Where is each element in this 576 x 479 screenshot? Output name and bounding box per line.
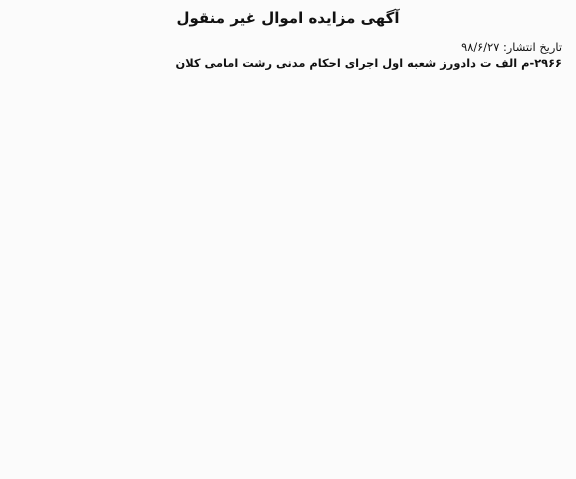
signature-block: [14, 39, 562, 71]
publish-date: تاریخ انتشار: ۹۸/۶/۲۷: [461, 40, 562, 55]
reference-line: ۲۹۶۶-م الف ت دادورز شعبه اول اجرای احکام مدنی رشت امامی کلان: [175, 56, 562, 71]
notice-title: آگهی مزایده اموال غیر منقول: [176, 9, 400, 27]
